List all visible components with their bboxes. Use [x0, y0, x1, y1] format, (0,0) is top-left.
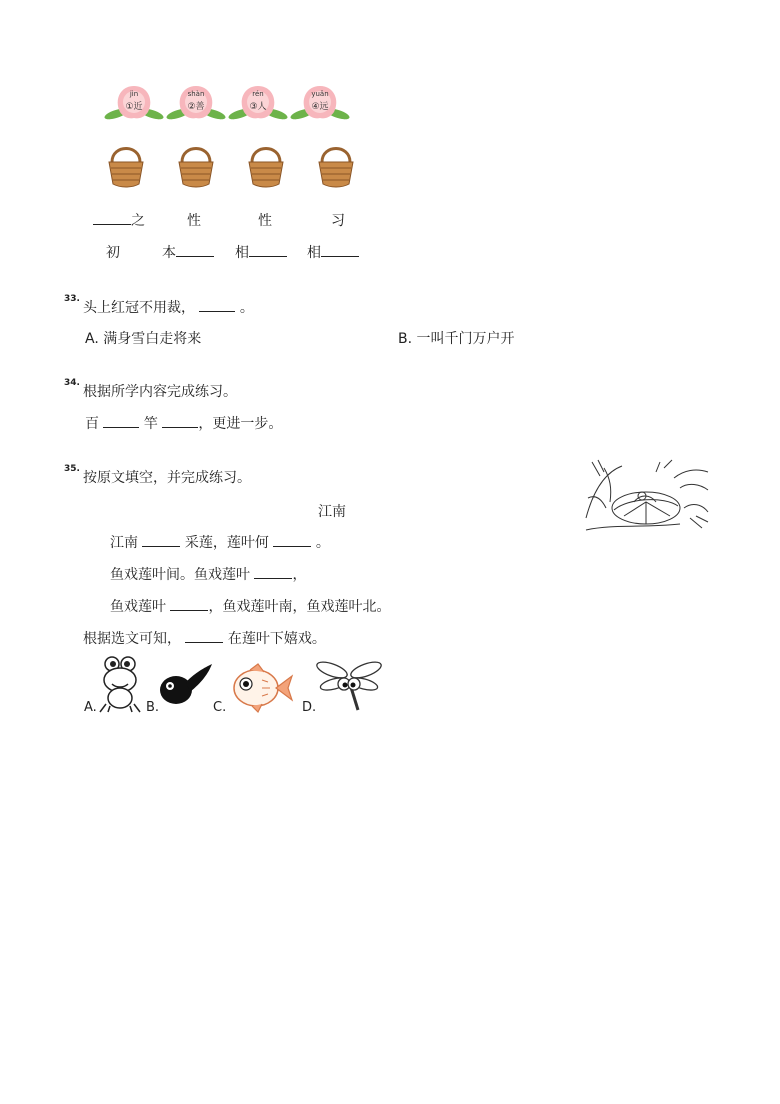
basket-icon: [106, 140, 146, 188]
question-number: 34.: [64, 378, 80, 388]
peach-card: [290, 82, 350, 122]
peach-label: ②善: [187, 102, 205, 112]
answer-blank[interactable]: [170, 596, 208, 611]
q35-prompt: 按原文填空，并完成练习。: [83, 470, 251, 486]
q32-row1-item: 习: [331, 213, 345, 229]
q32-row2-item: [235, 242, 287, 262]
text: 根据选文可知，: [83, 631, 181, 647]
lotus-pond-illustration: [584, 458, 714, 532]
prompt-end: 。: [239, 300, 254, 316]
text: 江南: [110, 535, 138, 551]
q34-fill-line: [85, 413, 282, 433]
peach-card: [228, 82, 288, 122]
answer-blank[interactable]: [185, 628, 223, 643]
basket-icon: [246, 140, 286, 188]
q32-row2-item: [307, 242, 359, 262]
text: 竿: [143, 416, 158, 432]
peach-pinyin: yuǎn: [311, 90, 329, 98]
char: 相: [235, 245, 249, 261]
answer-blank[interactable]: [199, 297, 235, 312]
text: ，: [292, 567, 307, 583]
option-d-label[interactable]: D.: [302, 700, 317, 715]
q33-option-a[interactable]: A. 满身雪白走将来: [85, 331, 202, 347]
frog-icon[interactable]: [96, 654, 144, 714]
answer-blank[interactable]: [162, 413, 198, 428]
q32-row1-item: 性: [258, 213, 272, 229]
question-number: 35.: [64, 464, 80, 474]
answer-blank[interactable]: [249, 242, 287, 257]
answer-blank[interactable]: [273, 532, 311, 547]
poem-line-1: [110, 532, 330, 552]
text: 在莲叶下嬉戏。: [227, 631, 326, 647]
poem-line-3: [110, 596, 390, 616]
text: 采莲，莲叶何: [184, 535, 269, 551]
char: 相: [307, 245, 321, 261]
char: 之: [131, 213, 145, 229]
q32-row1-item: 性: [187, 213, 201, 229]
prompt-text: 头上红冠不用裁，: [83, 300, 195, 316]
q32-row2-item: 初: [106, 245, 120, 261]
peach-label: ④远: [311, 102, 329, 112]
text: ，更进一步。: [198, 416, 283, 432]
option-b-label[interactable]: B.: [146, 700, 160, 715]
text: ，鱼戏莲叶南，鱼戏莲叶北。: [208, 599, 391, 615]
answer-blank[interactable]: [176, 242, 214, 257]
peach-pinyin: shàn: [187, 90, 205, 98]
text: 鱼戏莲叶间。鱼戏莲叶: [110, 567, 250, 583]
answer-blank[interactable]: [103, 413, 139, 428]
answer-blank[interactable]: [142, 532, 180, 547]
peach-card: [104, 82, 164, 122]
answer-blank[interactable]: [321, 242, 359, 257]
basket-icon: [316, 140, 356, 188]
q34-prompt: 根据所学内容完成练习。: [83, 384, 237, 400]
answer-blank[interactable]: [93, 210, 131, 225]
q33-prompt: [83, 297, 254, 317]
fish-icon[interactable]: [228, 662, 296, 714]
q35-question: [83, 628, 326, 648]
peach-label: ①近: [125, 102, 143, 112]
peach-pinyin: jìn: [129, 90, 139, 98]
option-a-label[interactable]: A.: [84, 700, 97, 715]
peach-card: [166, 82, 226, 122]
text: 鱼戏莲叶: [110, 599, 166, 615]
dragonfly-icon[interactable]: [314, 654, 386, 714]
basket-icon: [176, 140, 216, 188]
char: 本: [162, 245, 176, 261]
text: 。: [315, 535, 330, 551]
tadpole-icon[interactable]: [156, 660, 214, 708]
peach-pinyin: rén: [252, 90, 264, 98]
peach-label: ③人: [249, 102, 267, 112]
poem-line-2: [110, 564, 306, 584]
q32-row1-item: [93, 210, 145, 230]
text: 百: [85, 416, 99, 432]
q32-row2-item: [162, 242, 214, 262]
question-number: 33.: [64, 294, 80, 304]
answer-blank[interactable]: [254, 564, 292, 579]
q33-option-b[interactable]: B. 一叫千门万户开: [398, 331, 515, 347]
poem-title: 江南: [318, 504, 346, 520]
option-c-label[interactable]: C.: [213, 700, 227, 715]
